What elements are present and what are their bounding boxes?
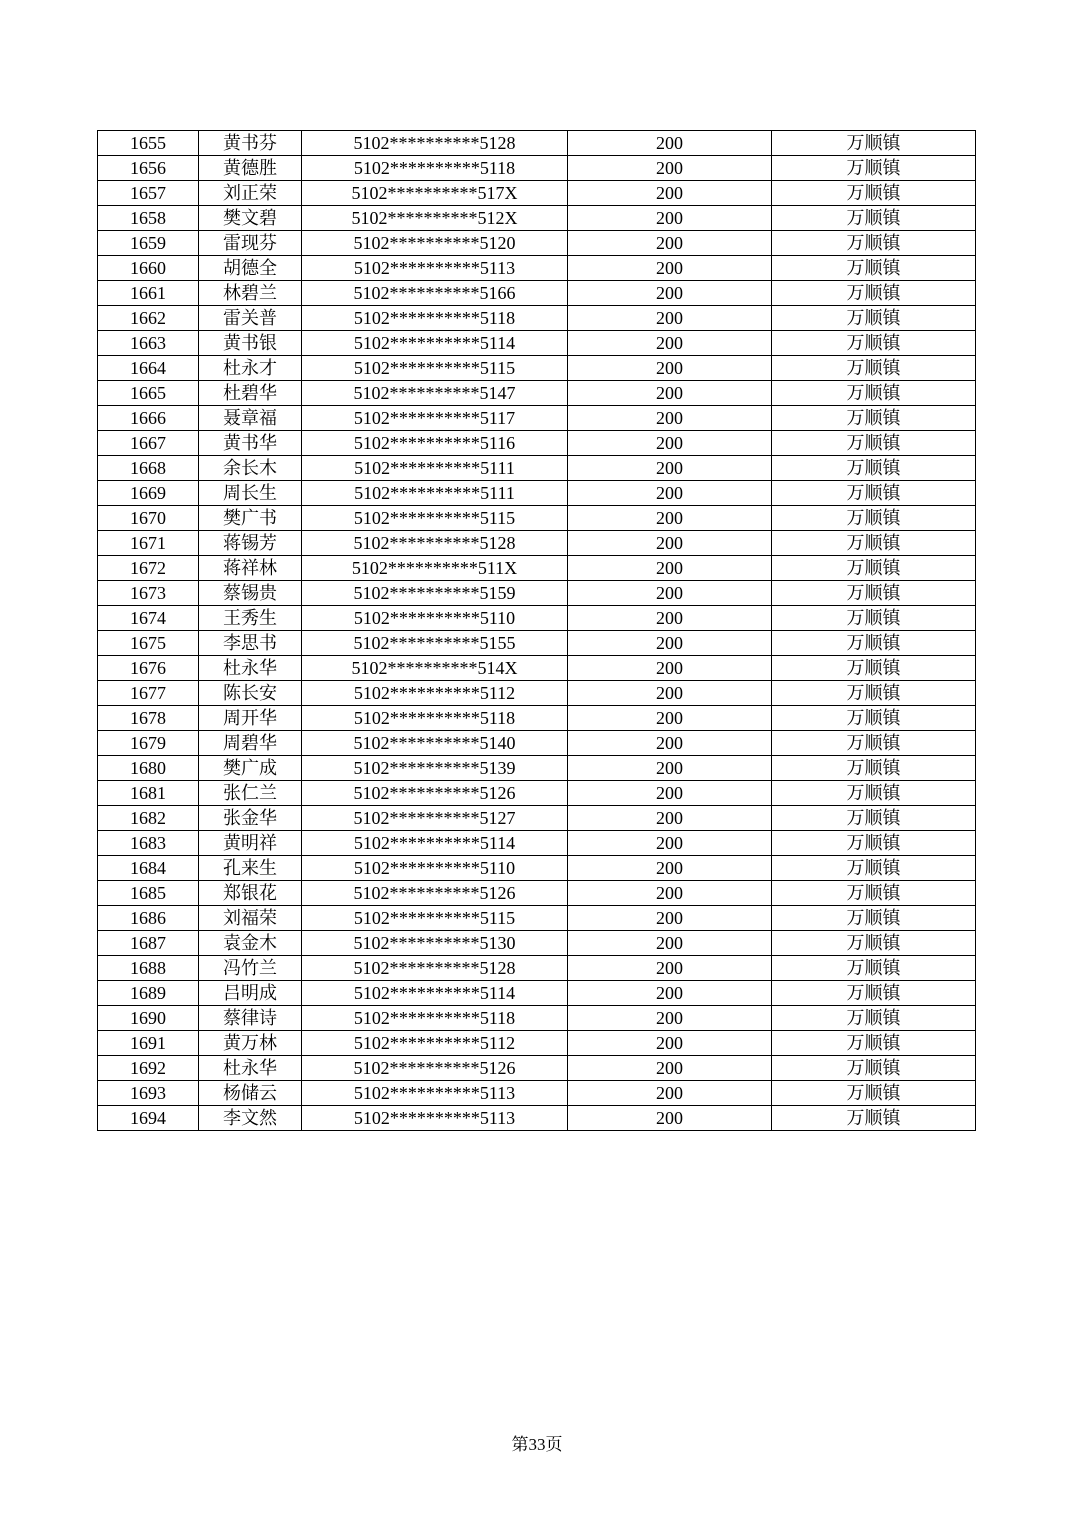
id-number-cell: 5102**********5115 [302, 906, 568, 931]
town-cell: 万顺镇 [772, 256, 976, 281]
town-cell: 万顺镇 [772, 756, 976, 781]
table-row [98, 531, 976, 556]
name-cell: 黄书银 [199, 331, 302, 356]
row-number-cell: 1675 [98, 631, 199, 656]
town-cell: 万顺镇 [772, 1006, 976, 1031]
name-cell: 李思书 [199, 631, 302, 656]
name-cell: 樊广书 [199, 506, 302, 531]
amount-cell: 200 [568, 481, 772, 506]
row-number-cell: 1692 [98, 1056, 199, 1081]
name-cell: 刘正荣 [199, 181, 302, 206]
row-number-cell: 1684 [98, 856, 199, 881]
amount-cell: 200 [568, 981, 772, 1006]
table-row [98, 381, 976, 406]
name-cell: 杜永才 [199, 356, 302, 381]
town-cell: 万顺镇 [772, 431, 976, 456]
row-number-cell: 1676 [98, 656, 199, 681]
amount-cell: 200 [568, 631, 772, 656]
amount-cell: 200 [568, 956, 772, 981]
town-cell: 万顺镇 [772, 306, 976, 331]
amount-cell: 200 [568, 281, 772, 306]
town-cell: 万顺镇 [772, 856, 976, 881]
amount-cell: 200 [568, 831, 772, 856]
id-number-cell: 5102**********511X [302, 556, 568, 581]
table-row [98, 256, 976, 281]
id-number-cell: 5102**********5111 [302, 456, 568, 481]
town-cell: 万顺镇 [772, 381, 976, 406]
table-row [98, 1106, 976, 1131]
table-row [98, 931, 976, 956]
name-cell: 黄书华 [199, 431, 302, 456]
town-cell: 万顺镇 [772, 231, 976, 256]
row-number-cell: 1665 [98, 381, 199, 406]
id-number-cell: 5102**********517X [302, 181, 568, 206]
row-number-cell: 1685 [98, 881, 199, 906]
town-cell: 万顺镇 [772, 906, 976, 931]
id-number-cell: 5102**********5112 [302, 681, 568, 706]
name-cell: 杨储云 [199, 1081, 302, 1106]
id-number-cell: 5102**********5115 [302, 356, 568, 381]
id-number-cell: 5102**********5112 [302, 1031, 568, 1056]
row-number-cell: 1691 [98, 1031, 199, 1056]
row-number-cell: 1689 [98, 981, 199, 1006]
table-row [98, 856, 976, 881]
row-number-cell: 1690 [98, 1006, 199, 1031]
amount-cell: 200 [568, 406, 772, 431]
name-cell: 孔来生 [199, 856, 302, 881]
amount-cell: 200 [568, 731, 772, 756]
name-cell: 聂章福 [199, 406, 302, 431]
name-cell: 黄万林 [199, 1031, 302, 1056]
town-cell: 万顺镇 [772, 281, 976, 306]
table-row [98, 1006, 976, 1031]
town-cell: 万顺镇 [772, 781, 976, 806]
table-row [98, 706, 976, 731]
amount-cell: 200 [568, 1006, 772, 1031]
row-number-cell: 1671 [98, 531, 199, 556]
id-number-cell: 5102**********5117 [302, 406, 568, 431]
name-cell: 蒋锡芳 [199, 531, 302, 556]
table-row [98, 281, 976, 306]
town-cell: 万顺镇 [772, 556, 976, 581]
table-row [98, 1031, 976, 1056]
id-number-cell: 5102**********5116 [302, 431, 568, 456]
town-cell: 万顺镇 [772, 881, 976, 906]
id-number-cell: 5102**********5126 [302, 781, 568, 806]
table-row [98, 656, 976, 681]
row-number-cell: 1662 [98, 306, 199, 331]
table-row [98, 756, 976, 781]
row-number-cell: 1683 [98, 831, 199, 856]
town-cell: 万顺镇 [772, 931, 976, 956]
row-number-cell: 1659 [98, 231, 199, 256]
table-row [98, 506, 976, 531]
name-cell: 张金华 [199, 806, 302, 831]
name-cell: 余长木 [199, 456, 302, 481]
table-row [98, 131, 976, 156]
amount-cell: 200 [568, 206, 772, 231]
amount-cell: 200 [568, 156, 772, 181]
table-row [98, 456, 976, 481]
table-row [98, 231, 976, 256]
row-number-cell: 1674 [98, 606, 199, 631]
id-number-cell: 5102**********5110 [302, 856, 568, 881]
id-number-cell: 5102**********5114 [302, 981, 568, 1006]
id-number-cell: 5102**********5128 [302, 956, 568, 981]
name-cell: 樊文碧 [199, 206, 302, 231]
id-number-cell: 5102**********5126 [302, 881, 568, 906]
amount-cell: 200 [568, 656, 772, 681]
amount-cell: 200 [568, 381, 772, 406]
id-number-cell: 5102**********5118 [302, 706, 568, 731]
town-cell: 万顺镇 [772, 356, 976, 381]
town-cell: 万顺镇 [772, 956, 976, 981]
id-number-cell: 5102**********5147 [302, 381, 568, 406]
id-number-cell: 5102**********5120 [302, 231, 568, 256]
name-cell: 周碧华 [199, 731, 302, 756]
row-number-cell: 1687 [98, 931, 199, 956]
id-number-cell: 5102**********514X [302, 656, 568, 681]
id-number-cell: 5102**********5128 [302, 131, 568, 156]
amount-cell: 200 [568, 581, 772, 606]
name-cell: 陈长安 [199, 681, 302, 706]
row-number-cell: 1656 [98, 156, 199, 181]
amount-cell: 200 [568, 306, 772, 331]
town-cell: 万顺镇 [772, 1106, 976, 1131]
table-row [98, 481, 976, 506]
amount-cell: 200 [568, 931, 772, 956]
name-cell: 袁金木 [199, 931, 302, 956]
name-cell: 冯竹兰 [199, 956, 302, 981]
id-number-cell: 5102**********5118 [302, 1006, 568, 1031]
amount-cell: 200 [568, 606, 772, 631]
name-cell: 李文然 [199, 1106, 302, 1131]
id-number-cell: 5102**********5113 [302, 1106, 568, 1131]
table-row [98, 1081, 976, 1106]
name-cell: 雷关普 [199, 306, 302, 331]
amount-cell: 200 [568, 256, 772, 281]
name-cell: 蔡锡贵 [199, 581, 302, 606]
row-number-cell: 1680 [98, 756, 199, 781]
town-cell: 万顺镇 [772, 506, 976, 531]
amount-cell: 200 [568, 906, 772, 931]
name-cell: 雷现芬 [199, 231, 302, 256]
table-row [98, 356, 976, 381]
town-cell: 万顺镇 [772, 131, 976, 156]
town-cell: 万顺镇 [772, 631, 976, 656]
row-number-cell: 1673 [98, 581, 199, 606]
town-cell: 万顺镇 [772, 531, 976, 556]
row-number-cell: 1655 [98, 131, 199, 156]
amount-cell: 200 [568, 531, 772, 556]
table-row [98, 881, 976, 906]
row-number-cell: 1670 [98, 506, 199, 531]
id-number-cell: 5102**********5140 [302, 731, 568, 756]
row-number-cell: 1657 [98, 181, 199, 206]
table-row [98, 331, 976, 356]
table-row [98, 556, 976, 581]
records-table-body [98, 131, 976, 1131]
row-number-cell: 1681 [98, 781, 199, 806]
amount-cell: 200 [568, 706, 772, 731]
row-number-cell: 1668 [98, 456, 199, 481]
town-cell: 万顺镇 [772, 606, 976, 631]
id-number-cell: 5102**********5110 [302, 606, 568, 631]
table-row [98, 956, 976, 981]
town-cell: 万顺镇 [772, 806, 976, 831]
amount-cell: 200 [568, 131, 772, 156]
name-cell: 周开华 [199, 706, 302, 731]
row-number-cell: 1658 [98, 206, 199, 231]
name-cell: 王秀生 [199, 606, 302, 631]
name-cell: 郑银花 [199, 881, 302, 906]
row-number-cell: 1661 [98, 281, 199, 306]
row-number-cell: 1663 [98, 331, 199, 356]
amount-cell: 200 [568, 356, 772, 381]
town-cell: 万顺镇 [772, 456, 976, 481]
town-cell: 万顺镇 [772, 831, 976, 856]
name-cell: 胡德全 [199, 256, 302, 281]
row-number-cell: 1666 [98, 406, 199, 431]
town-cell: 万顺镇 [772, 181, 976, 206]
id-number-cell: 5102**********5114 [302, 331, 568, 356]
town-cell: 万顺镇 [772, 656, 976, 681]
amount-cell: 200 [568, 1106, 772, 1131]
row-number-cell: 1678 [98, 706, 199, 731]
table-row [98, 406, 976, 431]
table-row [98, 631, 976, 656]
row-number-cell: 1686 [98, 906, 199, 931]
name-cell: 吕明成 [199, 981, 302, 1006]
table-row [98, 806, 976, 831]
id-number-cell: 5102**********5113 [302, 1081, 568, 1106]
row-number-cell: 1679 [98, 731, 199, 756]
id-number-cell: 5102**********5159 [302, 581, 568, 606]
amount-cell: 200 [568, 506, 772, 531]
id-number-cell: 5102**********5113 [302, 256, 568, 281]
town-cell: 万顺镇 [772, 731, 976, 756]
amount-cell: 200 [568, 181, 772, 206]
id-number-cell: 5102**********5114 [302, 831, 568, 856]
town-cell: 万顺镇 [772, 681, 976, 706]
id-number-cell: 5102**********5118 [302, 306, 568, 331]
row-number-cell: 1677 [98, 681, 199, 706]
name-cell: 刘福荣 [199, 906, 302, 931]
name-cell: 杜永华 [199, 656, 302, 681]
town-cell: 万顺镇 [772, 1056, 976, 1081]
name-cell: 周长生 [199, 481, 302, 506]
name-cell: 蒋祥林 [199, 556, 302, 581]
id-number-cell: 5102**********5115 [302, 506, 568, 531]
amount-cell: 200 [568, 1031, 772, 1056]
row-number-cell: 1682 [98, 806, 199, 831]
name-cell: 黄明祥 [199, 831, 302, 856]
amount-cell: 200 [568, 856, 772, 881]
amount-cell: 200 [568, 756, 772, 781]
row-number-cell: 1688 [98, 956, 199, 981]
id-number-cell: 5102**********5166 [302, 281, 568, 306]
name-cell: 杜永华 [199, 1056, 302, 1081]
town-cell: 万顺镇 [772, 581, 976, 606]
town-cell: 万顺镇 [772, 1081, 976, 1106]
row-number-cell: 1672 [98, 556, 199, 581]
id-number-cell: 5102**********5128 [302, 531, 568, 556]
row-number-cell: 1660 [98, 256, 199, 281]
town-cell: 万顺镇 [772, 981, 976, 1006]
table-row [98, 581, 976, 606]
table-row [98, 181, 976, 206]
row-number-cell: 1693 [98, 1081, 199, 1106]
amount-cell: 200 [568, 456, 772, 481]
id-number-cell: 5102**********512X [302, 206, 568, 231]
id-number-cell: 5102**********5118 [302, 156, 568, 181]
id-number-cell: 5102**********5130 [302, 931, 568, 956]
amount-cell: 200 [568, 231, 772, 256]
table-row [98, 906, 976, 931]
name-cell: 杜碧华 [199, 381, 302, 406]
amount-cell: 200 [568, 1081, 772, 1106]
table-row [98, 206, 976, 231]
name-cell: 林碧兰 [199, 281, 302, 306]
table-row [98, 306, 976, 331]
town-cell: 万顺镇 [772, 331, 976, 356]
amount-cell: 200 [568, 781, 772, 806]
town-cell: 万顺镇 [772, 406, 976, 431]
town-cell: 万顺镇 [772, 206, 976, 231]
id-number-cell: 5102**********5126 [302, 1056, 568, 1081]
town-cell: 万顺镇 [772, 156, 976, 181]
amount-cell: 200 [568, 1056, 772, 1081]
id-number-cell: 5102**********5155 [302, 631, 568, 656]
table-row [98, 431, 976, 456]
table-row [98, 1056, 976, 1081]
amount-cell: 200 [568, 881, 772, 906]
name-cell: 黄书芬 [199, 131, 302, 156]
amount-cell: 200 [568, 431, 772, 456]
name-cell: 张仁兰 [199, 781, 302, 806]
table-row [98, 981, 976, 1006]
row-number-cell: 1669 [98, 481, 199, 506]
row-number-cell: 1694 [98, 1106, 199, 1131]
table-row [98, 731, 976, 756]
name-cell: 蔡律诗 [199, 1006, 302, 1031]
table-row [98, 156, 976, 181]
id-number-cell: 5102**********5111 [302, 481, 568, 506]
amount-cell: 200 [568, 806, 772, 831]
table-row [98, 606, 976, 631]
table-row [98, 681, 976, 706]
amount-cell: 200 [568, 681, 772, 706]
town-cell: 万顺镇 [772, 706, 976, 731]
town-cell: 万顺镇 [772, 1031, 976, 1056]
page-number: 第33页 [511, 1435, 563, 1454]
row-number-cell: 1664 [98, 356, 199, 381]
id-number-cell: 5102**********5127 [302, 806, 568, 831]
records-table [97, 130, 976, 1131]
id-number-cell: 5102**********5139 [302, 756, 568, 781]
table-row [98, 781, 976, 806]
town-cell: 万顺镇 [772, 481, 976, 506]
table-row [98, 831, 976, 856]
name-cell: 樊广成 [199, 756, 302, 781]
name-cell: 黄德胜 [199, 156, 302, 181]
amount-cell: 200 [568, 331, 772, 356]
row-number-cell: 1667 [98, 431, 199, 456]
amount-cell: 200 [568, 556, 772, 581]
